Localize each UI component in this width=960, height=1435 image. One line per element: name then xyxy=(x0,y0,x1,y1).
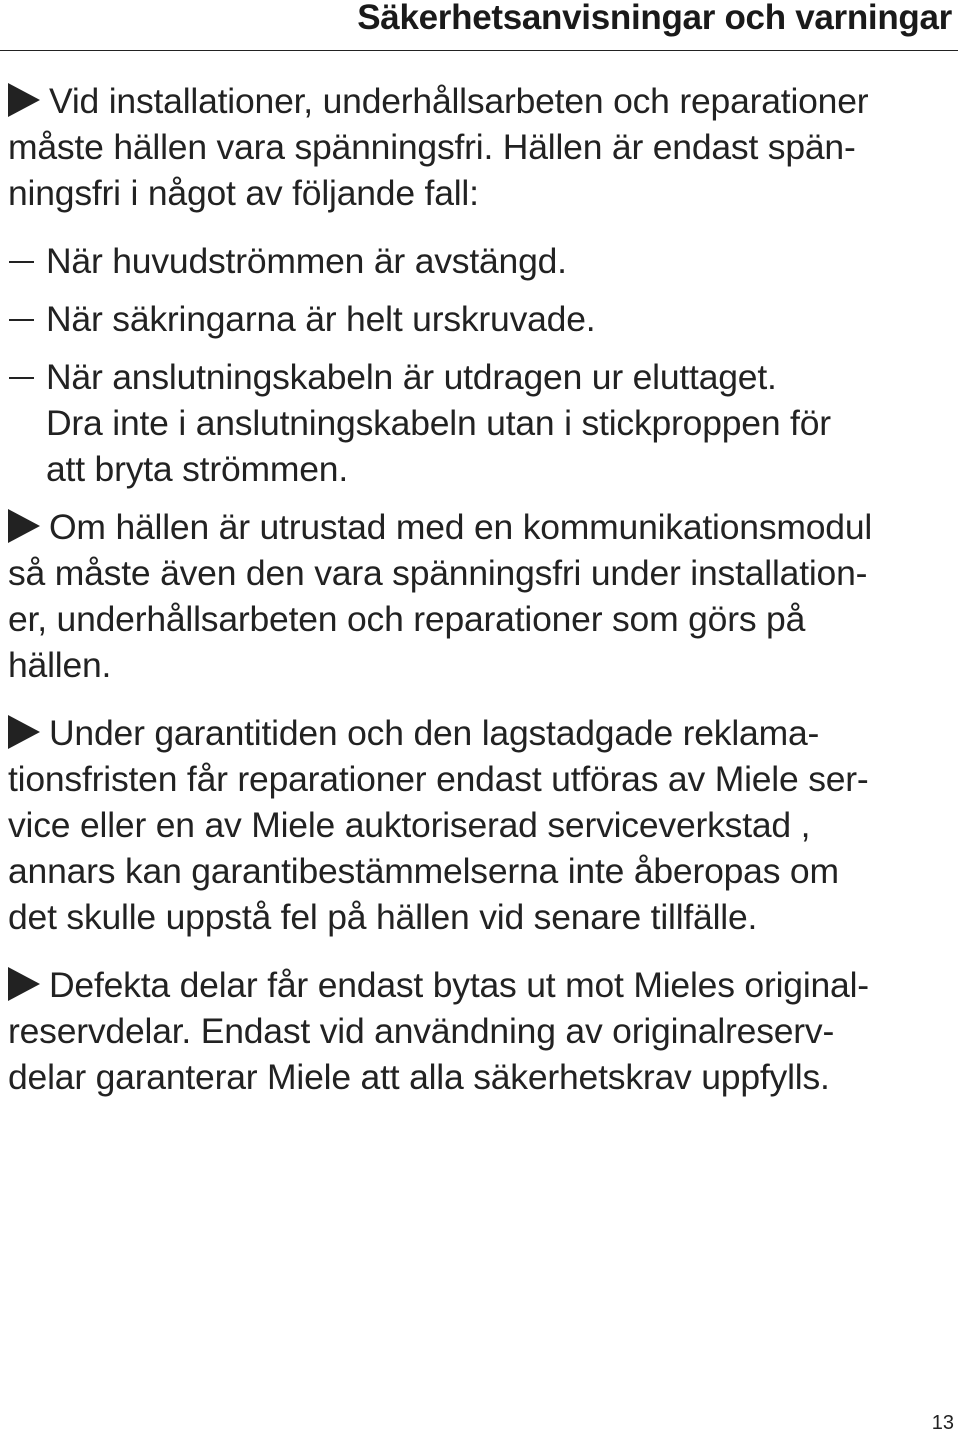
text-line: delar garanterar Miele att alla säkerhetskrav uppfylls. xyxy=(8,1057,830,1097)
text-line: Defekta delar får endast bytas ut mot Mieles original- xyxy=(8,962,953,1008)
condition-list xyxy=(8,238,953,492)
arrow-right-icon xyxy=(8,83,40,117)
list-item: När anslutningskabeln är utdragen ur eluttaget. Dra inte i anslutningskabeln utan i stickproppen för att bryta strömmen. xyxy=(8,354,953,492)
text-line: Under garantitiden och den lagstadgade reklama- xyxy=(8,710,953,756)
text-line: annars kan garantibestämmelserna inte åberopas om xyxy=(8,851,839,891)
page-title: Säkerhetsanvisningar och varningar xyxy=(357,0,952,37)
text-line: så måste även den vara spänningsfri under installation- xyxy=(8,553,868,593)
text-line: Vid installationer, underhållsarbeten och reparationer xyxy=(8,78,953,124)
arrow-right-icon xyxy=(8,509,40,543)
warning-paragraph-spare-parts xyxy=(8,962,953,1100)
text-line: tionsfristen får reparationer endast utföras av Miele ser- xyxy=(8,759,869,799)
arrow-right-icon xyxy=(8,967,40,1001)
text-line: Om hällen är utrustad med en kommunikationsmodul xyxy=(8,504,953,550)
text-line: ningsfri i något av följande fall: xyxy=(8,173,479,213)
text-line: måste hällen vara spänningsfri. Hällen är endast spän- xyxy=(8,127,856,167)
page-content xyxy=(8,78,953,1100)
warning-paragraph-communication-module xyxy=(8,504,953,688)
text-line: det skulle uppstå fel på hällen vid senare tillfälle. xyxy=(8,897,758,937)
text-line: hällen. xyxy=(8,645,112,685)
text-line: er, underhållsarbeten och reparationer som görs på xyxy=(8,599,806,639)
text-line: reservdelar. Endast vid användning av originalreserv- xyxy=(8,1011,835,1051)
page-number: 13 xyxy=(931,1412,954,1434)
list-item: När huvudströmmen är avstängd. xyxy=(8,238,953,284)
warning-paragraph-warranty xyxy=(8,710,953,940)
list-item: När säkringarna är helt urskruvade. xyxy=(8,296,953,342)
arrow-right-icon xyxy=(8,715,40,749)
text-line: vice eller en av Miele auktoriserad serviceverkstad , xyxy=(8,805,811,845)
dash-icon xyxy=(9,261,34,263)
page-header xyxy=(0,0,958,51)
dash-icon xyxy=(9,377,34,379)
dash-icon xyxy=(9,319,34,321)
warning-paragraph-power-off xyxy=(8,78,953,216)
